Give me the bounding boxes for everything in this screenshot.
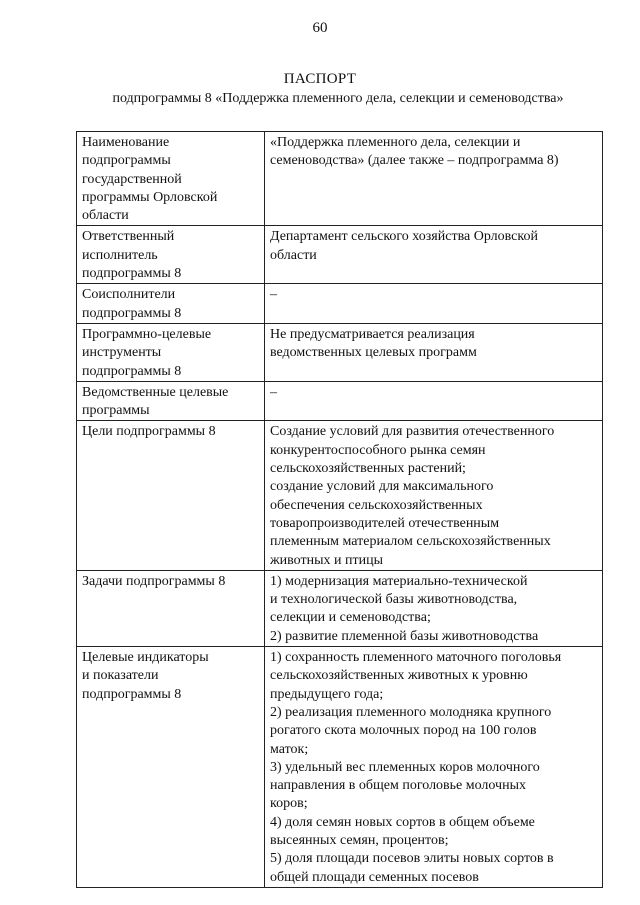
row-value-cell — [265, 323, 603, 381]
table-row — [77, 570, 603, 646]
row-value-line: 1) сохранность племенного маточного поголовья — [270, 650, 562, 666]
row-label-line: Целевые индикаторы — [82, 650, 209, 666]
row-value-cell — [265, 421, 603, 570]
row-value-line: общей площади семенных посевов — [270, 869, 479, 885]
row-label-cell — [77, 323, 265, 381]
row-value-line: области — [270, 247, 317, 263]
row-value-line: сельскохозяйственных животных к уровню — [270, 668, 528, 684]
row-label-line: инструменты — [82, 345, 162, 361]
row-value-cell — [265, 132, 603, 226]
row-value-line: Не предусматривается реализация — [270, 326, 475, 342]
row-value-line: коров; — [270, 796, 308, 812]
row-value-cell — [265, 381, 603, 421]
row-label-line: программы Орловской — [82, 189, 218, 205]
row-value-line: маток; — [270, 741, 309, 757]
row-label-cell — [77, 284, 265, 324]
row-value-cell — [265, 570, 603, 646]
row-label-cell — [77, 570, 265, 646]
row-value-line: Создание условий для развития отечественного — [270, 424, 555, 440]
row-value-line: обеспечения сельскохозяйственных — [270, 497, 483, 513]
row-label-line: подпрограммы 8 — [82, 363, 182, 379]
row-value-line: племенным материалом сельскохозяйственных — [270, 534, 551, 550]
document-subtitle: подпрограммы 8 «Поддержка племенного дела, селекции и семеноводства» — [112, 91, 564, 106]
row-value-line: «Поддержка племенного дела, селекции и — [270, 135, 521, 150]
page-number: 60 — [312, 20, 328, 36]
table-row — [77, 132, 603, 226]
row-value-cell — [265, 226, 603, 284]
row-label-cell — [77, 132, 265, 226]
table-row — [77, 421, 603, 570]
row-label-line: подпрограммы 8 — [82, 266, 182, 282]
row-value-line: и технологической базы животноводства, — [270, 592, 518, 608]
row-label-line: Ведомственные целевые — [82, 384, 229, 400]
row-label-line: Задачи подпрограммы 8 — [82, 573, 226, 589]
row-label-line: подпрограммы 8 — [82, 686, 182, 702]
row-value-line: семеноводства» (далее также – подпрограмма 8) — [270, 153, 559, 169]
row-label-line: государственной — [82, 171, 182, 187]
row-value-line: 5) доля площади посевов элиты новых сортов в — [270, 851, 554, 867]
row-value-line: 1) модернизация материально-технической — [270, 573, 528, 589]
table-row — [77, 381, 603, 421]
row-value-line: ведомственных целевых программ — [270, 345, 477, 361]
row-label-line: программы — [82, 403, 150, 419]
row-value-line: конкурентоспособного рынка семян — [270, 442, 486, 458]
row-value-line: товаропроизводителей отечественным — [270, 515, 500, 531]
row-label-cell — [77, 647, 265, 888]
row-value-line: 2) развитие племенной базы животноводства — [270, 628, 539, 644]
row-label-line: подпрограммы 8 — [82, 305, 182, 321]
row-value-line: рогатого скота молочных пород на 100 голов — [270, 723, 537, 739]
row-label-line: Программно-целевые — [82, 326, 212, 342]
row-value-line: 3) удельный вес племенных коров молочного — [270, 759, 540, 775]
row-label-line: исполнитель — [82, 247, 158, 263]
passport-table-body — [77, 132, 603, 888]
row-label-line: подпрограммы — [82, 153, 171, 169]
row-label-cell — [77, 226, 265, 284]
row-label-line: Цели подпрограммы 8 — [82, 424, 216, 440]
row-value-cell — [265, 284, 603, 324]
row-value-line: сельскохозяйственных растений; — [270, 461, 466, 477]
passport-table — [76, 131, 603, 888]
table-row — [77, 323, 603, 381]
row-value-line: животных и птицы — [270, 552, 384, 568]
row-label-cell — [77, 421, 265, 570]
row-value-line: – — [270, 384, 277, 400]
row-value-line: направления в общем поголовье молочных — [270, 778, 526, 794]
row-value-line: селекции и семеноводства; — [270, 610, 431, 626]
document-title: ПАСПОРТ — [283, 71, 357, 87]
row-value-line: – — [270, 287, 277, 303]
row-value-line: 4) доля семян новых сортов в общем объеме — [270, 814, 535, 830]
row-label-cell — [77, 381, 265, 421]
row-value-line: высеянных семян, процентов; — [270, 832, 449, 848]
table-row — [77, 226, 603, 284]
row-value-line: Департамент сельского хозяйства Орловской — [270, 229, 538, 245]
row-value-line: предыдущего года; — [270, 686, 384, 702]
row-label-line: Наименование — [82, 135, 170, 150]
row-value-cell — [265, 647, 603, 888]
row-value-line: 2) реализация племенного молодняка крупного — [270, 704, 552, 720]
row-label-line: и показатели — [82, 668, 159, 684]
row-label-line: Соисполнители — [82, 287, 176, 303]
row-label-line: Ответственный — [82, 229, 175, 245]
table-row — [77, 284, 603, 324]
row-label-line: области — [82, 208, 129, 224]
table-row — [77, 647, 603, 888]
row-value-line: создание условий для максимального — [270, 479, 494, 495]
